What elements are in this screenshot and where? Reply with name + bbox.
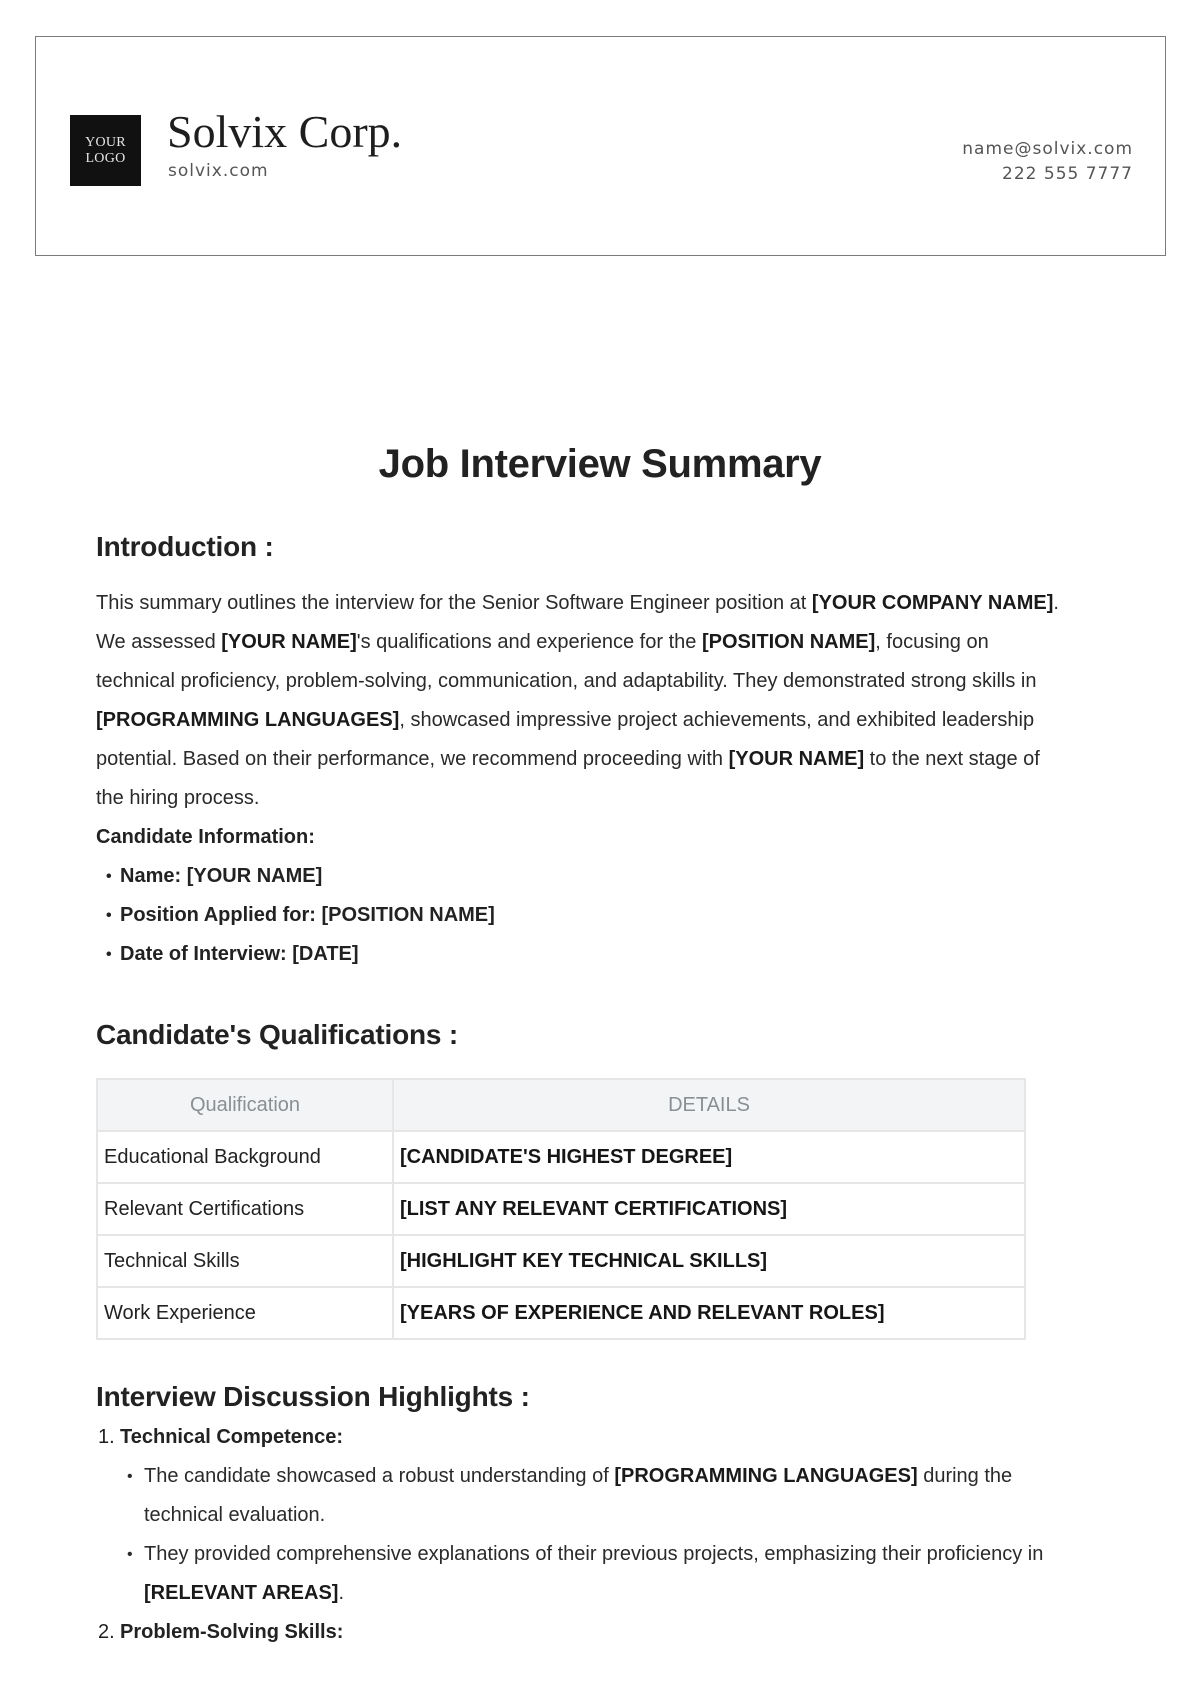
- highlight-bullet: [144, 1535, 1044, 1613]
- table-header-row: [97, 1079, 1025, 1131]
- qualifications-heading: Candidate's Qualifications :: [96, 1019, 459, 1050]
- highlight-item: [96, 1613, 1076, 1652]
- qualification-cell: Work Experience: [97, 1287, 393, 1339]
- paragraph-text: , focusing on technical proficiency, problem-solving, communication, and adaptability. They demonstrated strong skills in: [96, 631, 1037, 692]
- qualification-cell: Educational Background: [97, 1131, 393, 1183]
- qualifications-table: [96, 1078, 1026, 1340]
- letterhead: [35, 36, 1166, 256]
- highlight-bullets: [144, 1457, 1076, 1613]
- bullet-text: They provided comprehensive explanations of their previous projects, emphasizing their proficiency in: [144, 1543, 1044, 1565]
- candidate-info-item: • Name: [YOUR NAME]: [106, 857, 1076, 896]
- company-name: Solvix Corp.: [167, 106, 403, 157]
- page-title: Job Interview Summary: [378, 442, 822, 486]
- highlight-bullet: [144, 1457, 1044, 1535]
- placeholder-text: [PROGRAMMING LANGUAGES]: [96, 709, 400, 731]
- highlights-heading: Interview Discussion Highlights :: [96, 1381, 530, 1412]
- placeholder-text: [YOUR NAME]: [221, 631, 357, 653]
- paragraph-text: 's qualifications and experience for the: [356, 631, 702, 653]
- details-cell: [LIST ANY RELEVANT CERTIFICATIONS]: [393, 1183, 1025, 1235]
- candidate-info-label: Candidate Information:: [96, 826, 315, 848]
- highlight-number: 1.: [98, 1426, 115, 1448]
- document-body: [96, 530, 1076, 1652]
- bullet-placeholder: [RELEVANT AREAS]: [144, 1582, 339, 1604]
- qualification-cell: Relevant Certifications: [97, 1183, 393, 1235]
- highlight-title: Technical Competence:: [120, 1426, 344, 1448]
- logo-text-line2: LOGO: [85, 150, 126, 166]
- highlight-number: 2.: [98, 1621, 115, 1643]
- placeholder-text: [YOUR COMPANY NAME]: [811, 592, 1054, 614]
- details-cell: [CANDIDATE'S HIGHEST DEGREE]: [393, 1131, 1025, 1183]
- table-row: [97, 1235, 1025, 1287]
- contact-info: [962, 137, 1133, 187]
- bullet-text: The candidate showcased a robust understanding of: [144, 1465, 615, 1487]
- table-row: [97, 1183, 1025, 1235]
- paragraph-text: , showcased impressive project achievements, and exhibited leadership potential. Based on their performance, we recommend proceeding with: [96, 709, 1035, 770]
- details-cell: [HIGHLIGHT KEY TECHNICAL SKILLS]: [393, 1235, 1025, 1287]
- bullet-text: during the technical evaluation.: [144, 1465, 1013, 1526]
- introduction-heading: Introduction :: [96, 531, 274, 562]
- highlights-list: [96, 1418, 1076, 1652]
- details-cell: [YEARS OF EXPERIENCE AND RELEVANT ROLES]: [393, 1287, 1025, 1339]
- bullet-placeholder: [PROGRAMMING LANGUAGES]: [614, 1465, 918, 1487]
- table-row: [97, 1131, 1025, 1183]
- contact-phone: 222 555 7777: [1002, 164, 1133, 184]
- bullet-text: .: [338, 1582, 345, 1604]
- placeholder-text: [POSITION NAME]: [701, 631, 876, 653]
- highlight-title: Problem-Solving Skills:: [120, 1621, 344, 1643]
- candidate-info-item: • Position Applied for: [POSITION NAME]: [106, 896, 1076, 935]
- paragraph-text: . We assessed: [96, 592, 1059, 653]
- candidate-info-list: [106, 857, 1076, 974]
- company-website: solvix.com: [168, 161, 269, 181]
- company-logo: [70, 115, 141, 186]
- column-header-details: DETAILS: [393, 1079, 1025, 1131]
- logo-text-line1: YOUR: [85, 134, 126, 150]
- placeholder-text: [YOUR NAME]: [728, 748, 865, 770]
- contact-email: name@solvix.com: [962, 139, 1133, 159]
- column-header-qualification: Qualification: [97, 1079, 393, 1131]
- paragraph-text: This summary outlines the interview for the Senior Software Engineer position at: [96, 592, 812, 614]
- highlight-item: [96, 1418, 1076, 1613]
- introduction-paragraph: [96, 584, 1066, 818]
- table-row: [97, 1287, 1025, 1339]
- paragraph-text: to the next stage of the hiring process.: [96, 748, 1040, 809]
- qualification-cell: Technical Skills: [97, 1235, 393, 1287]
- candidate-info-item: • Date of Interview: [DATE]: [106, 935, 1076, 974]
